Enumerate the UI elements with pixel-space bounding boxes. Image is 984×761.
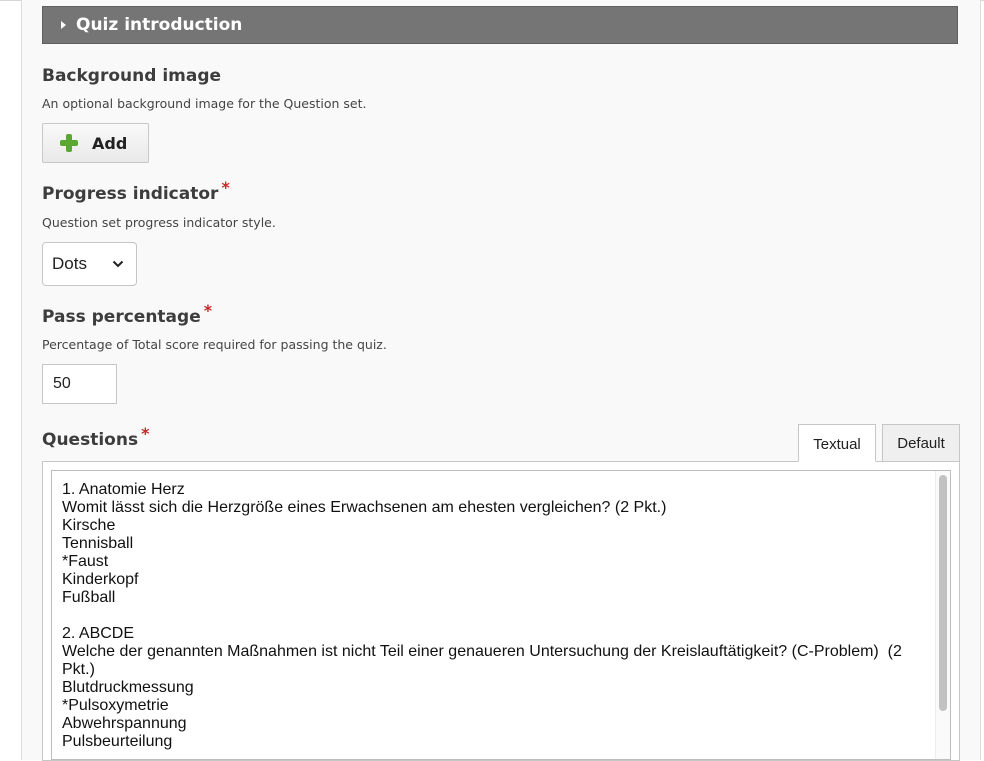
quiz-introduction-toggle[interactable] [42, 6, 958, 44]
background-image-description: An optional background image for the Question set. [42, 96, 367, 111]
pass-percentage-label-text: Pass percentage [42, 307, 201, 327]
questions-textarea[interactable] [51, 470, 951, 760]
plus-icon [60, 134, 78, 152]
tab-default[interactable]: Default [882, 424, 960, 462]
questions-text: 1. Anatomie Herz Womit lässt sich die Herzgröße eines Erwachsenen am ehesten vergleichen? (2 Pkt.) Kirsche Tennisball *Faust Kinderkopf Fußball 2. ABCDE Welche der genannten Maßnahmen ist nicht Teil einer genaueren Untersuchung der Kreislauftätigkeit? (C-Problem) (2 Pkt.) Blutdruckmessung *Pulsoxymetrie Abwehrspannung Pulsbeurteilung [62, 481, 902, 750]
add-background-image-button[interactable] [42, 123, 149, 163]
progress-indicator-value: Dots [52, 254, 87, 273]
questions-label [42, 424, 150, 450]
required-asterisk: * [221, 178, 230, 197]
pass-percentage-description: Percentage of Total score required for passing the quiz. [42, 337, 387, 352]
scrollbar-thumb[interactable] [939, 475, 947, 711]
questions-label-text: Questions [42, 430, 139, 450]
progress-indicator-description: Question set progress indicator style. [42, 215, 276, 230]
pass-percentage-input[interactable]: 50 [42, 364, 117, 404]
required-asterisk: * [203, 301, 213, 320]
progress-indicator-select[interactable] [42, 242, 137, 286]
add-button-label: Add [92, 133, 128, 153]
progress-indicator-label [42, 178, 230, 204]
scrollbar-track[interactable] [935, 471, 950, 759]
background-image-label [42, 66, 221, 86]
background-image-label-text: Background image [42, 66, 222, 86]
tab-textual[interactable]: Textual [798, 424, 876, 462]
pass-percentage-label [42, 301, 213, 327]
required-asterisk: * [141, 424, 150, 443]
progress-indicator-label-text: Progress indicator [42, 184, 219, 204]
quiz-introduction-title: Quiz introduction [76, 15, 243, 35]
expand-triangle-icon [61, 21, 66, 29]
chevron-down-icon [112, 260, 124, 268]
